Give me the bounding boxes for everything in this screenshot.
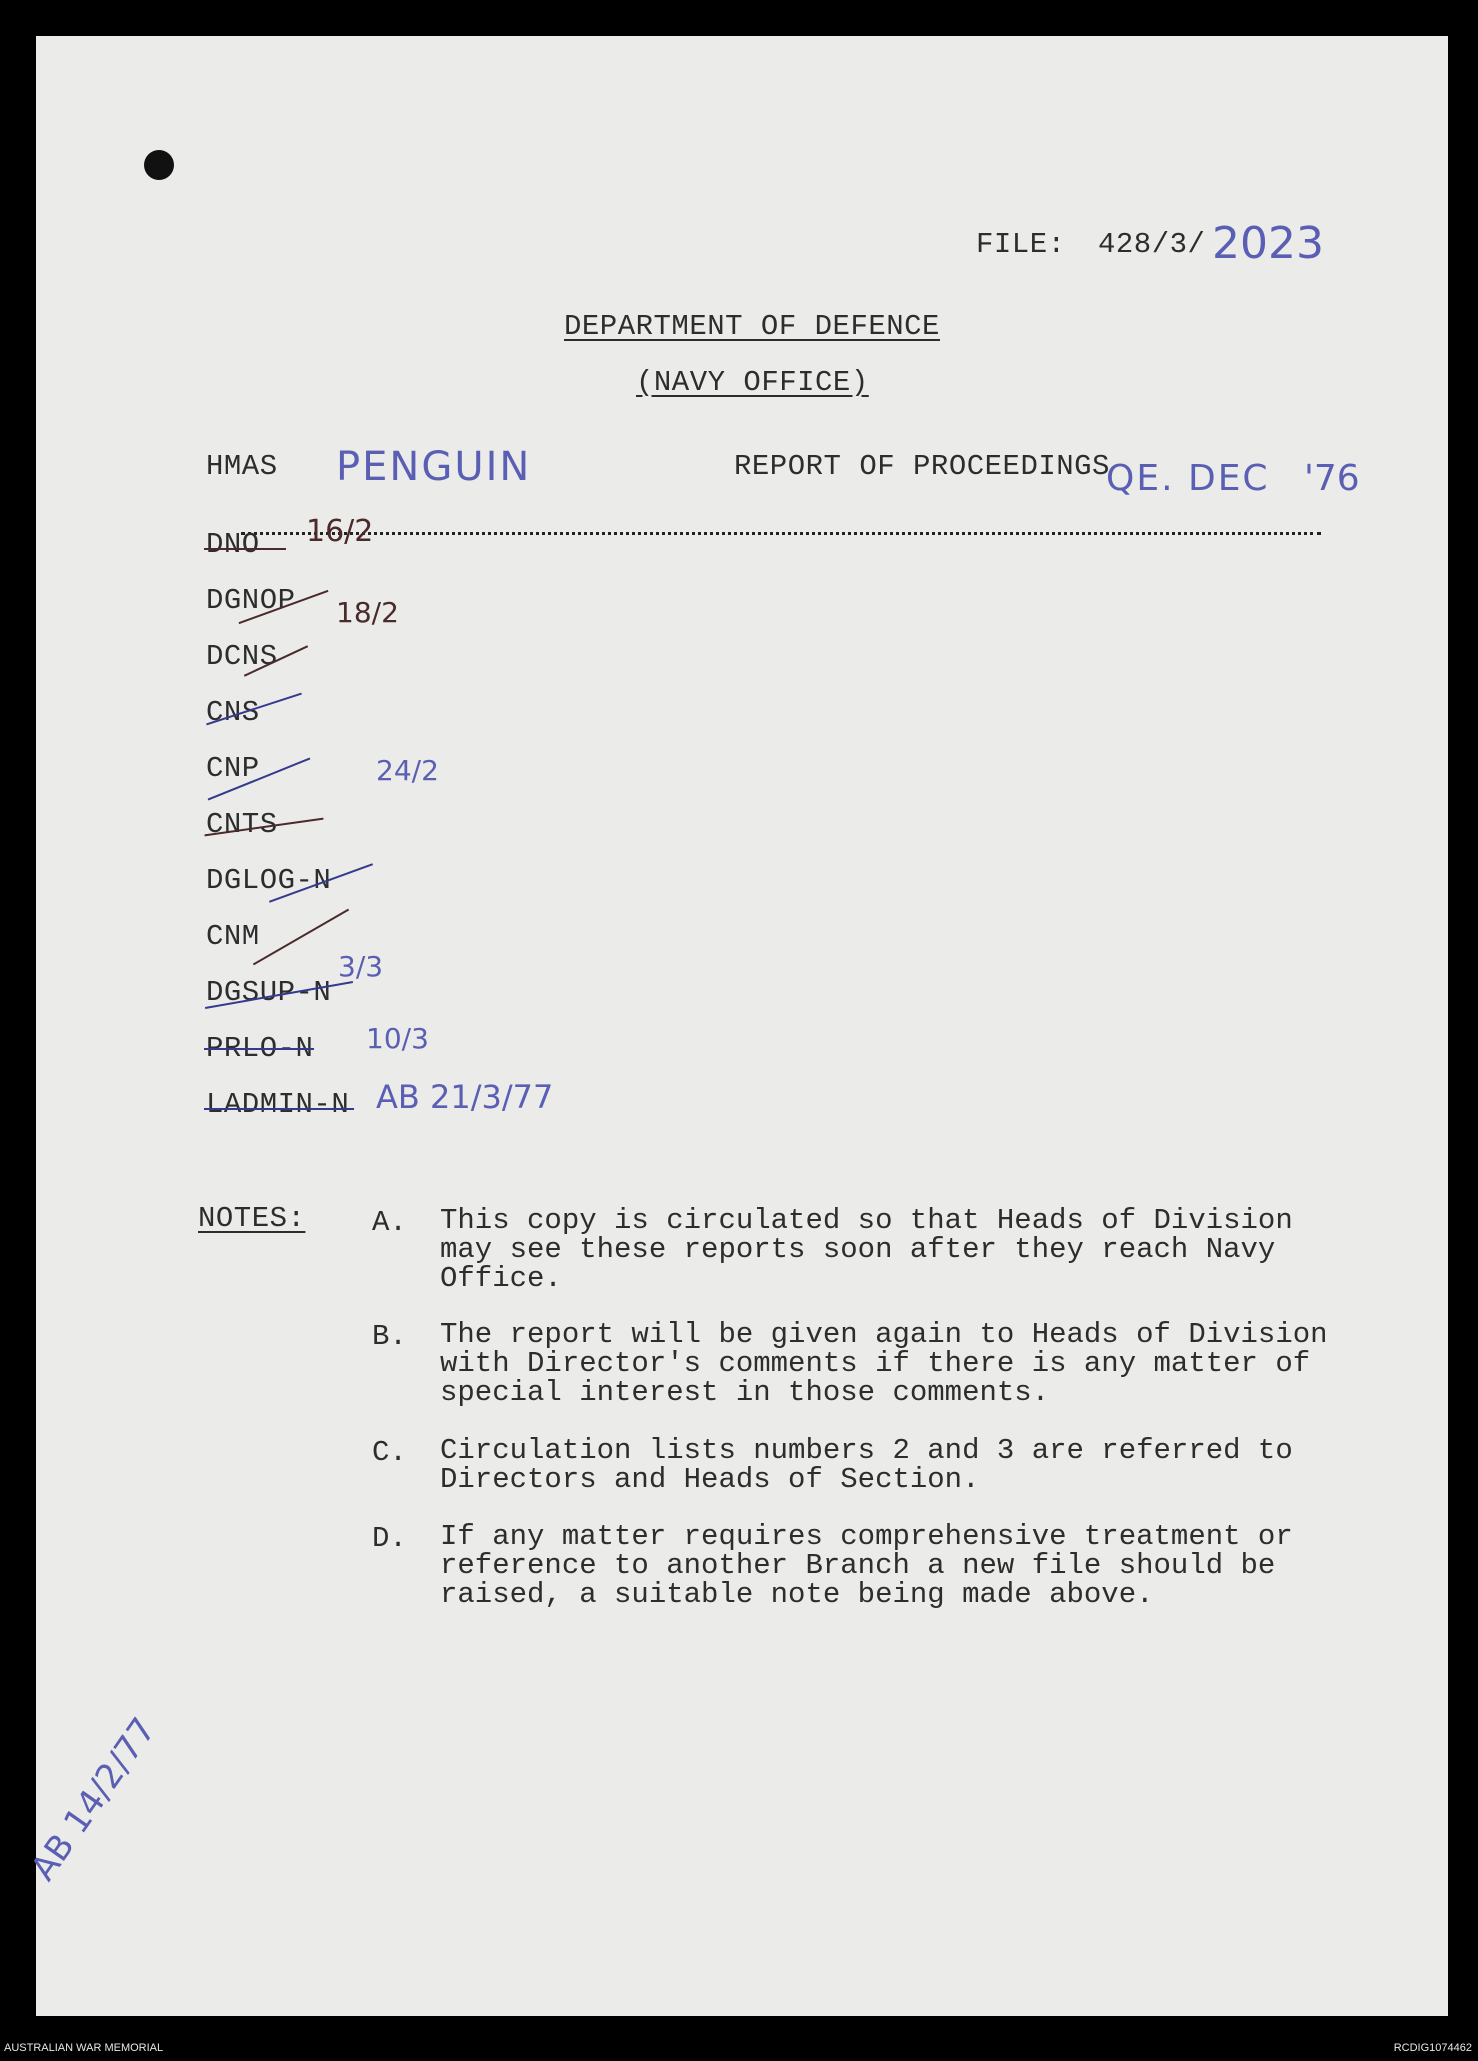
- routing-annotation: 3/3: [338, 950, 384, 983]
- report-label: REPORT OF PROCEEDINGS: [734, 450, 1110, 483]
- bottom-initials-handwritten: AB 14/2/77: [23, 1710, 165, 1888]
- routing-code: CNM: [206, 920, 260, 953]
- file-number-handwritten: 2023: [1212, 218, 1324, 269]
- routing-code: CNS: [206, 696, 260, 729]
- routing-code: CNP: [206, 752, 260, 785]
- report-period-handwritten: QE. DEC: [1106, 458, 1270, 499]
- routing-code: DNO: [206, 528, 260, 561]
- routing-code: LADMIN-N: [206, 1088, 350, 1121]
- note-letter: A.: [372, 1206, 407, 1239]
- document-page: [23, 36, 1448, 2016]
- routing-code: DGSUP-N: [206, 976, 332, 1009]
- note-letter: D.: [372, 1522, 407, 1555]
- hmas-prefix: HMAS: [206, 450, 278, 483]
- note-text: Circulation lists numbers 2 and 3 are referred to Directors and Heads of Section.: [440, 1434, 1293, 1496]
- strikethrough: [204, 1048, 314, 1050]
- file-label: FILE:: [976, 228, 1066, 261]
- office-subtitle: (NAVY OFFICE): [636, 366, 869, 399]
- routing-annotation: 24/2: [376, 754, 439, 787]
- file-number: 428/3/: [1098, 228, 1206, 261]
- routing-annotation: 10/3: [366, 1022, 429, 1055]
- note-text: If any matter requires comprehensive treatment or reference to another Branch a new file should be raised, a suitable note being made above.: [440, 1520, 1293, 1611]
- note-letter: B.: [372, 1320, 407, 1353]
- strikethrough: [204, 1108, 354, 1110]
- punch-hole: [144, 150, 174, 180]
- routing-annotation: AB 21/3/77: [376, 1078, 554, 1116]
- routing-code: DCNS: [206, 640, 278, 673]
- note-text: The report will be given again to Heads of Division with Director's comments if there is any matter of special interest in those comments.: [440, 1318, 1328, 1409]
- notes-label: NOTES:: [198, 1202, 306, 1235]
- footer-archive-name: AUSTRALIAN WAR MEMORIAL: [4, 2042, 164, 2054]
- routing-annotation: 16/2: [306, 514, 374, 549]
- routing-code: CNTS: [206, 808, 278, 841]
- routing-code: DGNOP: [206, 584, 296, 617]
- note-text: This copy is circulated so that Heads of Division may see these reports soon after they reach Navy Office.: [440, 1204, 1293, 1295]
- routing-annotation: 18/2: [336, 596, 399, 629]
- note-letter: C.: [372, 1436, 407, 1469]
- report-line-rule: [241, 532, 1321, 535]
- ship-name-handwritten: PENGUIN: [336, 444, 532, 490]
- routing-code: PRLO-N: [206, 1032, 314, 1065]
- routing-code: DGLOG-N: [206, 864, 332, 897]
- department-title: DEPARTMENT OF DEFENCE: [564, 310, 940, 343]
- strikethrough: [253, 909, 349, 966]
- footer-record-id: RCDIG1074462: [1393, 2042, 1472, 2054]
- strikethrough: [204, 548, 286, 550]
- report-year-handwritten: '76: [1304, 458, 1360, 499]
